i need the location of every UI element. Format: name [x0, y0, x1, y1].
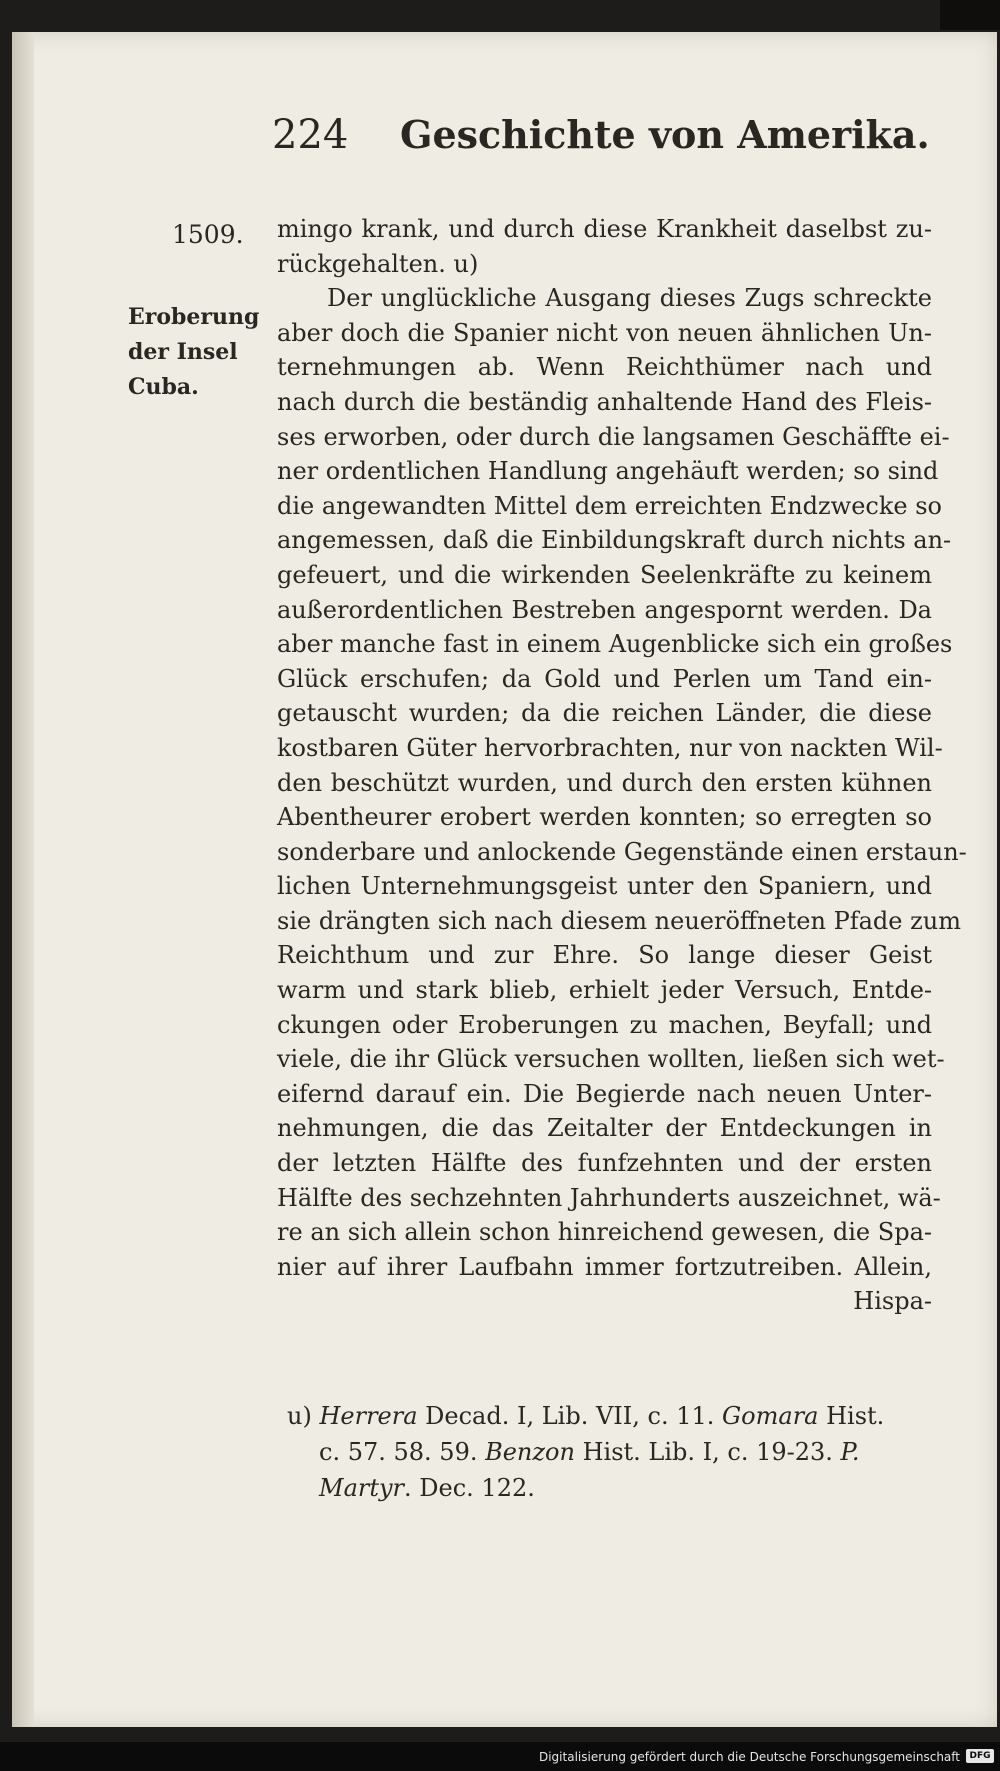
text-line: mingo krank, und durch diese Krankheit daselbst zu- — [277, 215, 932, 243]
page-header — [260, 98, 930, 158]
footnote-author: Herrera — [319, 1402, 418, 1430]
footnote-line — [287, 1434, 947, 1470]
footnote-text: . Dec. 122. — [404, 1474, 535, 1502]
footnote-text: c. 57. 58. 59. — [319, 1438, 486, 1466]
text-line: Reichthum und zur Ehre. So lange dieser Geist — [277, 941, 932, 970]
margin-year: 1509. — [172, 220, 244, 249]
text-line: re an sich allein schon hinreichend gewesen, die Spa- — [277, 1218, 932, 1247]
text-line: aber manche fast in einem Augenblicke sich ein großes — [277, 630, 953, 659]
text-line: nach durch die beständig anhaltende Hand des Fleis- — [277, 387, 932, 416]
text-line: rückgehalten. u) — [277, 249, 479, 278]
text-line: sonderbare und anlockende Gegenstände einen erstaun- — [277, 837, 967, 866]
page-number: 224 — [272, 112, 349, 158]
text-line: ner ordentlichen Handlung angehäuft werden; so sind — [277, 457, 939, 486]
text-line: getauscht wurden; da die reichen Länder, die diese — [277, 699, 932, 728]
footnote-marker: u) — [287, 1402, 312, 1430]
text-line: ternehmungen ab. Wenn Reichthümer nach und — [277, 353, 932, 382]
text-line: der letzten Hälfte des funfzehnten und der ersten — [277, 1149, 932, 1178]
text-line: außerordentlichen Bestreben angespornt werden. Da — [277, 595, 932, 624]
page-edge — [12, 32, 34, 1727]
text-line: aber doch die Spanier nicht von neuen ähnlichen Un- — [277, 318, 932, 347]
text-line: viele, die ihr Glück versuchen wollten, ließen sich wet- — [277, 1045, 945, 1074]
margin-note-line: Cuba. — [128, 374, 199, 400]
digitization-footer — [0, 1742, 1000, 1771]
footnote-text: Hist. — [818, 1402, 885, 1430]
text-line: ckungen oder Eroberungen zu machen, Beyfall; und — [277, 1010, 932, 1039]
running-title: Geschichte von Amerika. — [400, 112, 930, 157]
footnote-author: Martyr — [319, 1474, 405, 1502]
text-line: angemessen, daß die Einbildungskraft durch nichts an- — [277, 526, 952, 555]
margin-note — [128, 300, 259, 405]
text-line: ses erworben, oder durch die langsamen Geschäffte ei- — [277, 422, 950, 451]
text-line: nier auf ihrer Laufbahn immer fortzutreiben. Allein, — [277, 1252, 932, 1281]
text-line: sie drängten sich nach diesem neueröffneten Pfade zum — [277, 906, 961, 935]
footer-credit: Digitalisierung gefördert durch die Deutsche Forschungsgemeinschaft — [538, 1750, 960, 1764]
text-line: gefeuert, und die wirkenden Seelenkräfte zu keinem — [277, 560, 932, 589]
text-line: Hälfte des sechzehnten Jahrhunderts auszeichnet, wä- — [277, 1183, 941, 1212]
footnote-text: Hist. Lib. I, c. 19-23. — [574, 1438, 841, 1466]
text-line: eifernd darauf ein. Die Begierde nach neuen Unter- — [277, 1079, 932, 1108]
footnote-line — [287, 1470, 947, 1506]
footnote-author: Benzon — [485, 1438, 575, 1466]
text-line: die angewandten Mittel dem erreichten Endzwecke so — [277, 491, 942, 520]
text-line: den beschützt wurden, und durch den ersten kühnen — [277, 768, 932, 797]
margin-note-line: Eroberung — [128, 304, 260, 330]
book-spine — [940, 0, 1000, 30]
footnote-author: P. — [840, 1438, 860, 1466]
text-line: Glück erschufen; da Gold und Perlen um Tand ein- — [277, 664, 932, 693]
text-line: kostbaren Güter hervorbrachten, nur von nackten Wil- — [277, 733, 943, 762]
footnote-line — [287, 1398, 947, 1434]
footnote-author: Gomara — [722, 1402, 819, 1430]
catchword: Hispa- — [853, 1287, 932, 1316]
margin-note-line: der Insel — [128, 339, 238, 365]
body-text — [277, 212, 967, 1319]
dfg-logo: DFG — [966, 1749, 994, 1763]
footnote — [287, 1398, 947, 1506]
footnote-text: Decad. I, Lib. VII, c. 11. — [417, 1402, 722, 1430]
text-line: Abentheurer erobert werden konnten; so erregten so — [277, 803, 932, 832]
text-line: Der unglückliche Ausgang dieses Zugs schreckte — [327, 284, 932, 313]
text-line: warm und stark blieb, erhielt jeder Versuch, Entde- — [277, 976, 932, 1005]
text-line: lichen Unternehmungsgeist unter den Spaniern, und — [277, 872, 932, 901]
text-line: nehmungen, die das Zeitalter der Entdeckungen in — [277, 1114, 932, 1143]
